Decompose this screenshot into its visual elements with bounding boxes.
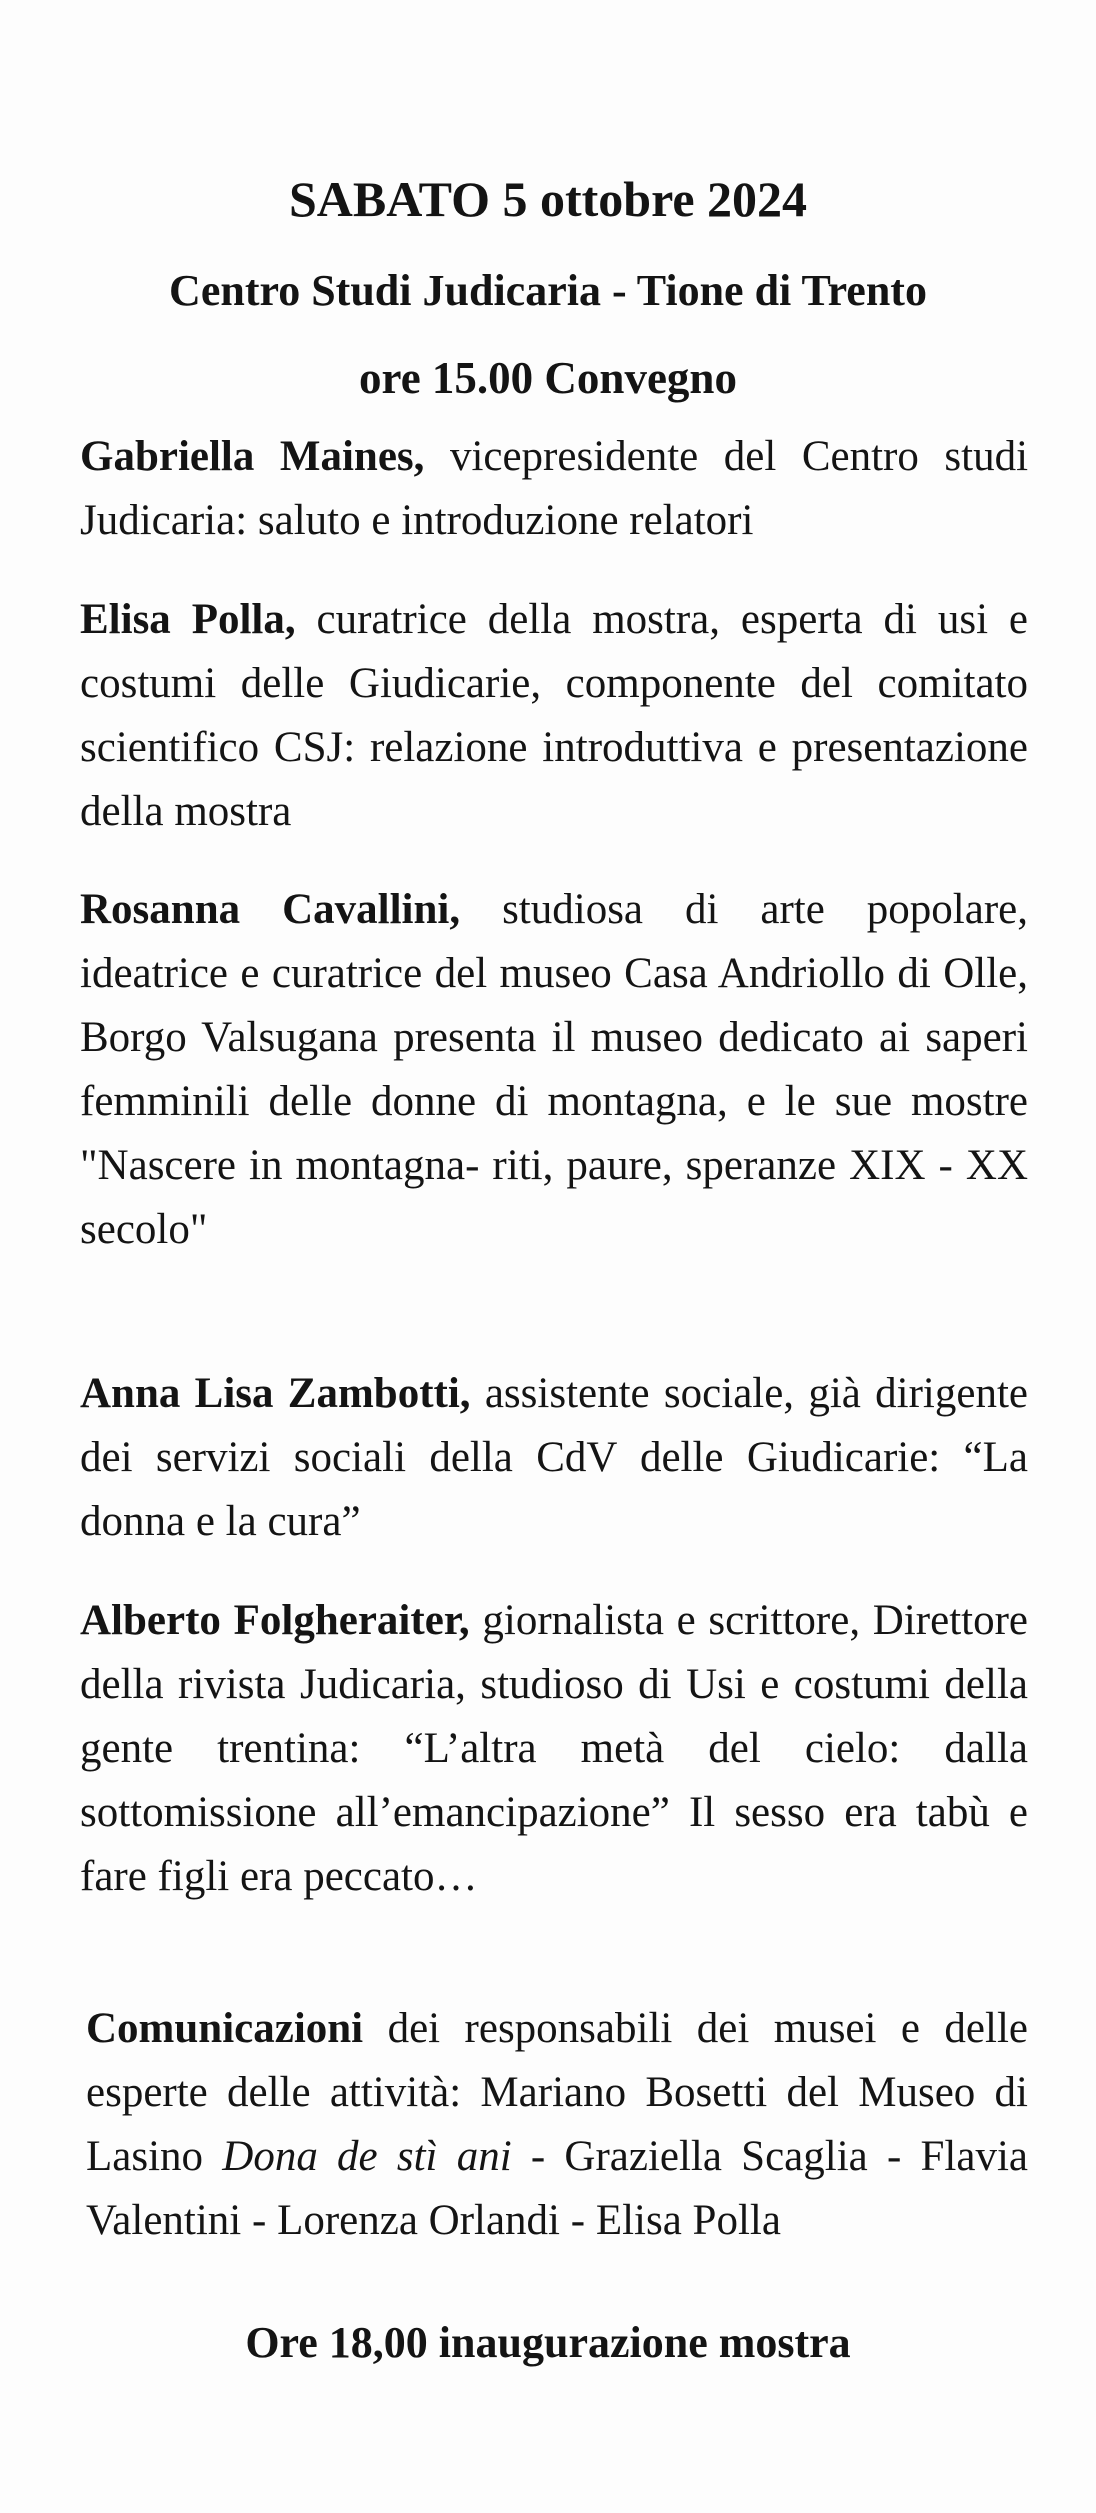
speaker-paragraph-maines	[80, 425, 1028, 553]
speaker-description: curatrice della mostra, esperta di usi e costumi delle Giudicarie, componente del comitato scientifico CSJ: relazione introduttiva e presentazione della mostra	[80, 596, 1028, 835]
event-time-heading: ore 15.00 Convegno	[359, 353, 737, 403]
speaker-paragraph-cavallini	[80, 878, 1028, 1262]
event-date-heading: SABATO 5 ottobre 2024	[288, 171, 808, 227]
communications-text-before: dei responsabili dei musei e delle esperte delle attività: Mariano Bosetti del Museo di Lasino	[86, 2005, 1028, 2180]
speaker-paragraph-zambotti	[80, 1362, 1028, 1554]
inauguration-heading: Ore 18,00 inaugurazione mostra	[245, 2318, 851, 2367]
speaker-name: Alberto Folgheraiter,	[80, 1597, 470, 1644]
museum-exhibit-title: Dona de stì ani	[222, 2133, 512, 2180]
event-location-heading: Centro Studi Judicaria - Tione di Trento	[169, 266, 927, 315]
speaker-description: assistente sociale, già dirigente dei servizi sociali della CdV delle Giudicarie: “La donna e la cura”	[80, 1370, 1028, 1545]
speaker-name: Gabriella Maines,	[80, 433, 425, 480]
speaker-name: Anna Lisa Zambotti,	[80, 1370, 471, 1417]
communications-label: Comunicazioni	[86, 2005, 364, 2052]
speaker-description: vicepresidente del Centro studi Judicaria: saluto e introduzione relatori	[80, 433, 1029, 544]
speaker-description: studiosa di arte popolare, ideatrice e curatrice del museo Casa Andriollo di Olle, Borgo Valsugana presenta il museo dedicato ai saperi femminili delle donne di montagna, e le sue mostre "Nascere in montagna- riti, paure, speranze XIX - XX secolo"	[80, 886, 1028, 1253]
speaker-description: giornalista e scrittore, Direttore della rivista Judicaria, studioso di Usi e costumi della gente trentina: “L’altra metà del cielo: dalla sottomissione all’emancipazione” Il sesso era tabù e fare figli era peccato…	[80, 1597, 1028, 1900]
communications-text-after: - Graziella Scaglia - Flavia Valentini - Lorenza Orlandi - Elisa Polla	[86, 2133, 1028, 2244]
speaker-paragraph-folgheraiter	[80, 1589, 1028, 1909]
speaker-name: Rosanna Cavallini,	[80, 886, 461, 933]
speaker-paragraph-polla	[80, 588, 1028, 844]
speaker-name: Elisa Polla,	[80, 596, 296, 643]
communications-paragraph	[86, 1997, 1028, 2253]
